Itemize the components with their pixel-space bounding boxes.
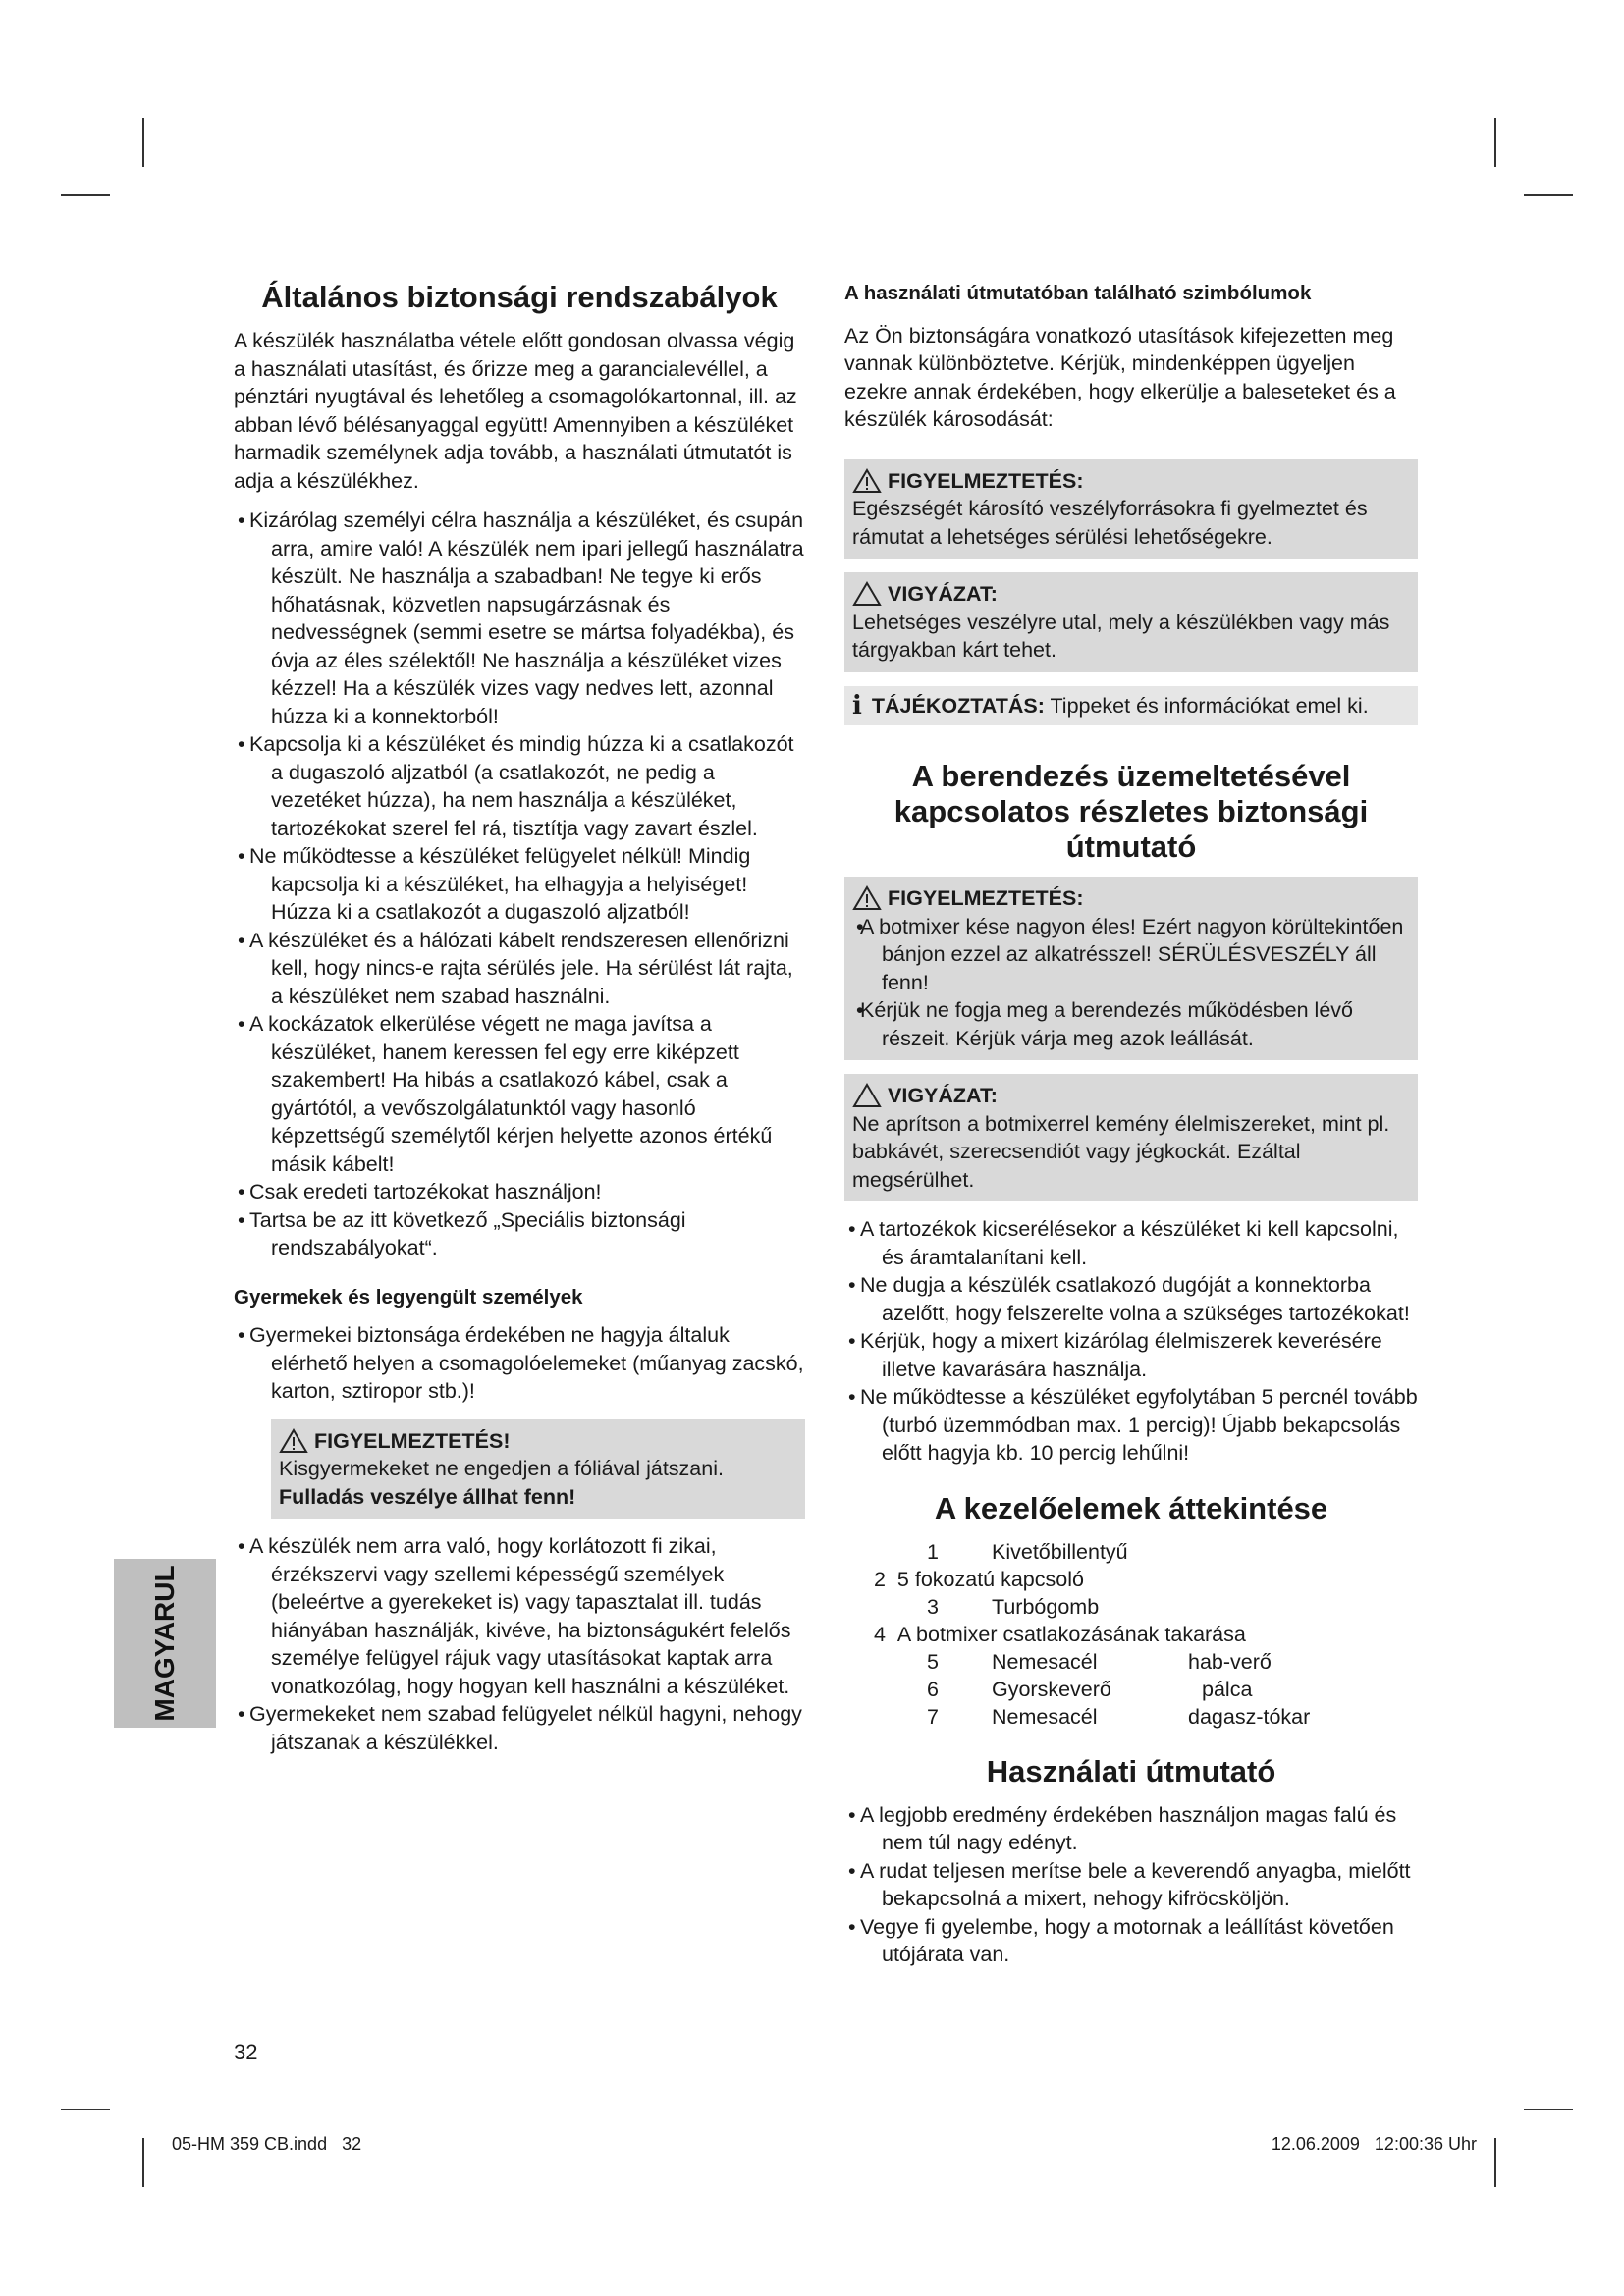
- control-number: 1: [927, 1539, 939, 1564]
- control-extra: dagasz-tókar: [1188, 1704, 1311, 1729]
- left-column: [234, 280, 805, 1770]
- caution-box: [844, 1074, 1418, 1201]
- warning-label: FIGYELMEZTETÉS!: [314, 1428, 511, 1453]
- warning-triangle-icon: [279, 1428, 308, 1454]
- more-list: [234, 1532, 805, 1756]
- control-extra: hab-verő: [1188, 1649, 1272, 1674]
- control-name: Gyorskeverő: [992, 1677, 1111, 1701]
- warning-box: [844, 877, 1418, 1060]
- general-safety-title: Általános biztonsági rendszabályok: [261, 280, 778, 314]
- page-number: 32: [234, 2040, 258, 2064]
- control-number: 6: [927, 1677, 939, 1701]
- control-number: 5: [927, 1649, 939, 1674]
- list-item: • Kapcsolja ki a készüléket és mindig húzza ki a csatlakozót a dugaszoló aljzatból (a csatlakozót, ne pedig a vezetéket húzza), ha nem használja a készüléket, tartozékokat szerel fel rá, tisztítja vagy zavart észlel.: [234, 730, 805, 842]
- control-row: [874, 1621, 1326, 1648]
- right-column: [844, 280, 1418, 1983]
- info-text: Tippeket és információkat emel ki.: [1050, 693, 1369, 718]
- usage-title: Használati útmutató: [986, 1753, 1276, 1789]
- crop-mark: [1524, 194, 1573, 196]
- symbols-intro: Az Ön biztonságára vonatkozó utasítások kifejezetten meg vannak különböztetve. Kérjük, mindenképpen ügyeljen ezekre annak érdekében, hogy elkerülje a baleseteket és a készülék károsodását:: [844, 323, 1396, 431]
- warning-box: [844, 459, 1418, 560]
- crop-mark: [61, 194, 110, 196]
- control-extra: pálca: [1202, 1677, 1253, 1701]
- warning-header: [279, 1427, 797, 1456]
- caution-triangle-icon: [852, 581, 882, 607]
- control-row: [874, 1566, 1326, 1593]
- crop-mark: [61, 2109, 110, 2110]
- caution-label: VIGYÁZAT:: [888, 1084, 998, 1107]
- control-number: 2: [874, 1567, 886, 1591]
- info-icon: i: [852, 690, 862, 721]
- detail-title: A berendezés üzemeltetésével kapcsolatos részletes biztonsági útmutató: [893, 759, 1369, 864]
- crop-mark: [142, 118, 144, 167]
- caution-box: [844, 572, 1418, 672]
- warning-text: Kisgyermekeket ne engedjen a fóliával játszani. Fulladás veszélye állhat fenn!: [279, 1457, 724, 1509]
- controls-table: [874, 1538, 1418, 1731]
- caution-label: VIGYÁZAT:: [888, 582, 998, 606]
- crop-mark: [1494, 118, 1496, 167]
- list-item: • Kérjük ne fogja meg a berendezés működésben lévő részeit. Kérjük várja meg azok leállását.: [852, 996, 1410, 1052]
- warning-text: Egészségét károsító veszélyforrásokra fi gyelmeztet és rámutat a lehetséges sérülési lehetőségekre.: [852, 497, 1368, 549]
- children-list: [234, 1321, 805, 1406]
- list-item: • A készülék nem arra való, hogy korlátozott fi zikai, érzékszervi vagy szellemi képességű személyek (beleértve a gyerekeket is) vagy tapasztalat ill. tudás hiányában használják, kivéve, ha biztonságukért felelős személye felügyel rájuk vagy utasításokat kaptak arra vonatkozólag, hogy hogyan kell használni a készüléket.: [234, 1532, 805, 1700]
- caution-text: Lehetséges veszélyre utal, mely a készülékben vagy más tárgyakban kárt tehet.: [852, 610, 1390, 662]
- language-label: MAGYARUL: [149, 1565, 180, 1722]
- safety-list: [234, 507, 805, 1262]
- list-item: • A rudat teljesen merítse bele a keverendő anyagba, mielőtt bekapcsolná a mixert, nehogy kifröcsköljön.: [844, 1857, 1418, 1913]
- list-item: • A botmixer kése nagyon éles! Ezért nagyon körültekintően bánjon ezzel az alkatrésszel! SÉRÜLÉSVESZÉLY áll fenn!: [852, 913, 1410, 997]
- list-item: • Csak eredeti tartozékokat használjon!: [234, 1178, 805, 1206]
- list-item: • Ne működtesse a készüléket felügyelet nélkül! Mindig kapcsolja ki a készüléket, ha elhagyja a helyiséget! Húzza ki a csatlakozót a dugaszoló aljzatból!: [234, 842, 805, 927]
- control-name: Kivetőbillentyű: [992, 1539, 1128, 1564]
- crop-mark: [1494, 2138, 1496, 2187]
- list-item: • A legjobb eredmény érdekében használjon magas falú és nem túl nagy edényt.: [844, 1801, 1418, 1857]
- intro-paragraph: A készülék használatba vétele előtt gondosan olvassa végig a használati utasítást, és őrizze meg a garancialevéllel, a pénztári nyugtával és lehetőleg a csomagolókartonnal, ill. az abban lévő bélésanyaggal együtt! Amennyiben a készüléket harmadik személynek adja tovább, a használati útmutatót is adja a készülékhez.: [234, 329, 797, 493]
- list-item: • Ne dugja a készülék csatlakozó dugóját a konnektorba azelőtt, hogy felszerelte volna a szükséges tartozékokat!: [844, 1271, 1418, 1327]
- caution-text: Ne aprítson a botmixerrel kemény élelmiszereket, mint pl. babkávét, szerecsendiót vagy jégkockát. Ezáltal megsérülhet.: [852, 1111, 1390, 1192]
- control-number: 3: [927, 1594, 939, 1619]
- control-number: 7: [927, 1704, 939, 1729]
- warning-box: [271, 1419, 805, 1520]
- warning-list: [852, 913, 1410, 1053]
- control-number: 4: [874, 1622, 886, 1646]
- control-name: Nemesacél: [992, 1704, 1098, 1729]
- warning-triangle-icon: [852, 468, 882, 494]
- detail-list: [844, 1215, 1418, 1468]
- control-name: A botmixer csatlakozásának takarása: [896, 1622, 1246, 1646]
- crop-mark: [1524, 2109, 1573, 2110]
- footer-timestamp: 12.06.2009 12:00:36 Uhr: [1271, 2134, 1477, 2154]
- list-item: • Kizárólag személyi célra használja a készüléket, és csupán arra, amire való! A készülék nem ipari jellegű használatra készült. Ne használja a szabadban! Ne tegye ki erős hőhatásnak, közvetlen napsugárzásnak és nedvességnek (semmi esetre se mártsa folyadékba), és óvja az éles szélektől! Ne használja a készüléket vizes kézzel! Ha a készülék vizes vagy nedves lett, azonnal húzza ki a konnektorból!: [234, 507, 805, 730]
- list-item: • A készüléket és a hálózati kábelt rendszeresen ellenőrizni kell, hogy nincs-e rajta sérülés jele. Ha sérülést lát rajta, a készüléket nem szabad használni.: [234, 927, 805, 1011]
- children-heading: Gyermekek és legyengült személyek: [234, 1285, 583, 1308]
- list-item: • Gyermekeket nem szabad felügyelet nélkül hagyni, nehogy játszanak a készülékkel.: [234, 1700, 805, 1756]
- info-label: TÁJÉKOZTATÁS:: [871, 693, 1045, 718]
- info-box: [844, 686, 1418, 726]
- symbols-heading: A használati útmutatóban található szimbólumok: [844, 282, 1312, 304]
- warning-label: FIGYELMEZTETÉS:: [888, 886, 1084, 910]
- control-name: Turbógomb: [992, 1594, 1100, 1619]
- warning-label: FIGYELMEZTETÉS:: [888, 468, 1084, 493]
- caution-triangle-icon: [852, 1083, 882, 1108]
- control-name: Nemesacél: [992, 1649, 1098, 1674]
- footer-file: 05-HM 359 CB.indd 32: [172, 2134, 362, 2154]
- warning-bold-text: Fulladás veszélye állhat fenn!: [279, 1484, 576, 1509]
- crop-mark: [142, 2138, 144, 2187]
- language-tab: [114, 1559, 216, 1728]
- list-item: • Kérjük, hogy a mixert kizárólag élelmiszerek keverésére illetve kavarására használja.: [844, 1327, 1418, 1383]
- list-item: • Ne működtesse a készüléket egyfolytában 5 percnél tovább (turbó üzemmódban max. 1 percig)! Újabb bekapcsolás előtt hagyja kb. 10 percig lehűlni!: [844, 1383, 1418, 1468]
- list-item: • Vegye fi gyelembe, hogy a motornak a leállítást követően utójárata van.: [844, 1913, 1418, 1969]
- list-item: • Tartsa be az itt következő „Speciális biztonsági rendszabályokat“.: [234, 1206, 805, 1262]
- warning-triangle-icon: [852, 885, 882, 911]
- controls-title: A kezelőelemek áttekintése: [934, 1490, 1328, 1525]
- list-item: • Gyermekei biztonsága érdekében ne hagyja általuk elérhető helyen a csomagolóelemeket (műanyag zacskó, karton, sztiropor stb.)!: [234, 1321, 805, 1406]
- usage-list: [844, 1801, 1418, 1969]
- list-item: • A tartozékok kicserélésekor a készüléket ki kell kapcsolni, és áramtalanítani kell.: [844, 1215, 1418, 1271]
- list-item: • A kockázatok elkerülése végett ne maga javítsa a készüléket, hanem keressen fel egy erre kiképzett szakembert! Ha hibás a csatlakozó kábel, csak a gyártótól, a vevőszolgálatunktól vagy hasonló képzettségű személytől kérjen helyette azonos értékű másik kábelt!: [234, 1010, 805, 1178]
- control-name: 5 fokozatú kapcsoló: [896, 1567, 1084, 1591]
